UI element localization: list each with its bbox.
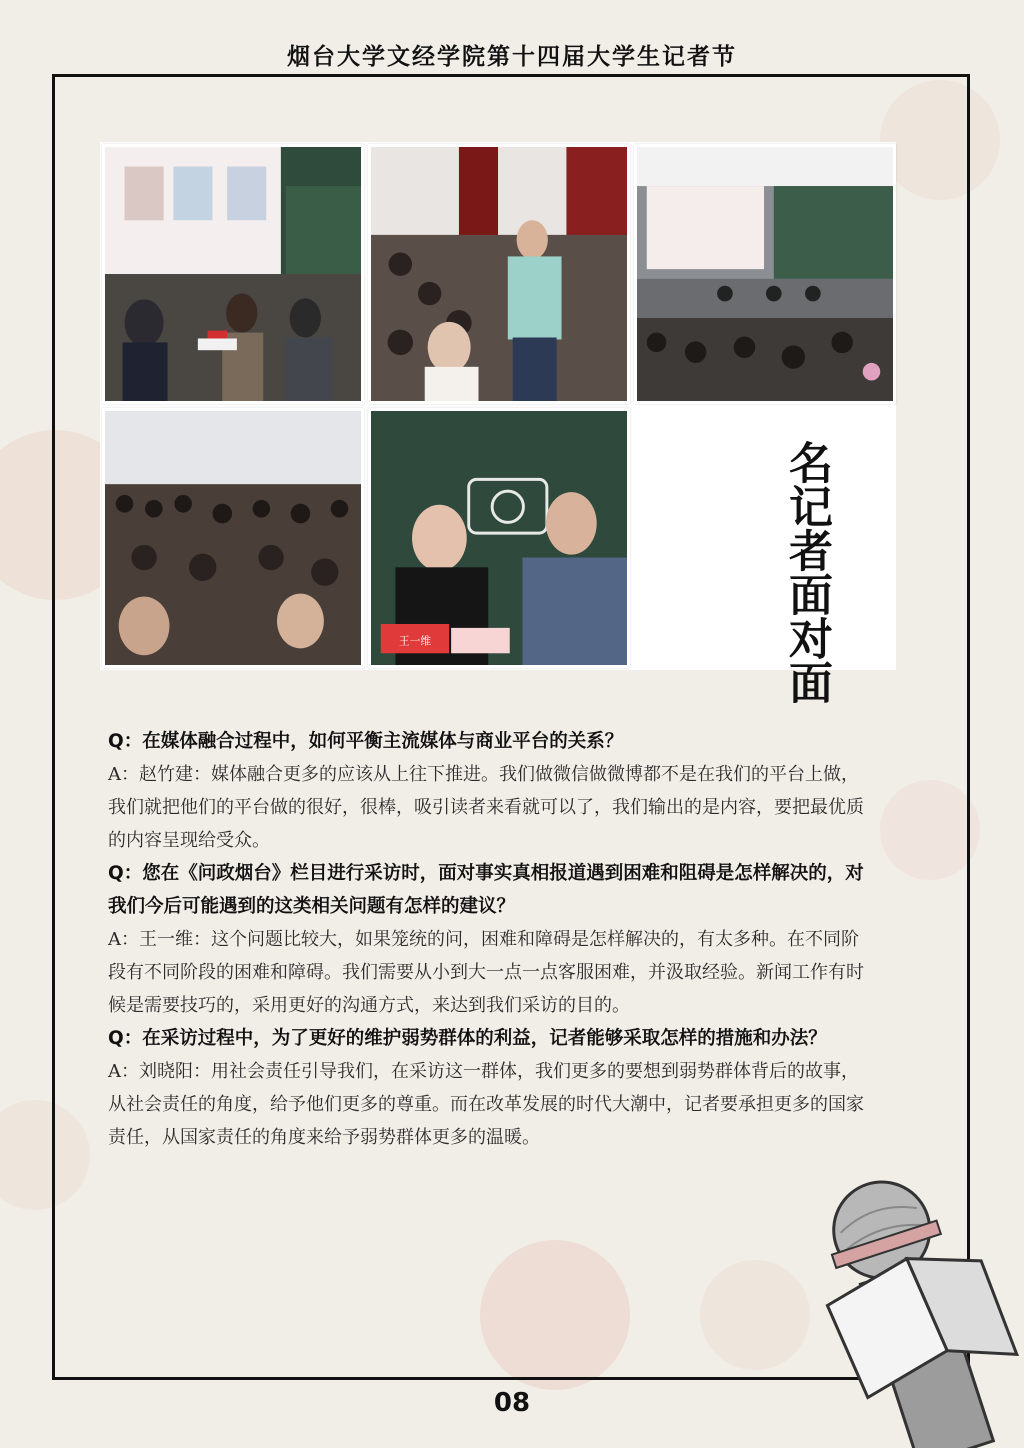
panel-stage-photo — [102, 144, 364, 404]
answer-2: A：王一维：这个问题比较大，如果笼统的问，困难和障碍是怎样解决的，有太多种。在不同阶段有不同阶段的困难和障碍。我们需要从小到大一点一点客服困难，并汲取经验。新闻工作有时候是需要技巧的，采用更好的沟通方式，来达到我们采访的目的。 — [108, 929, 864, 1016]
guests-closeup-photo — [368, 408, 630, 668]
answer-3: A：刘晓阳：用社会责任引导我们，在采访这一群体，我们更多的要想到弱势群体背后的故事，从社会责任的角度，给予他们更多的尊重。而在改革发展的时代大潮中，记者要承担更多的国家责任，从国家责任的角度来给予弱势群体更多的温暖。 — [108, 1061, 864, 1148]
auditorium-wide-photo — [634, 144, 896, 404]
question-1: Q：在媒体融合过程中，如何平衡主流媒体与商业平台的关系？ — [108, 731, 624, 752]
photo-collage — [100, 142, 896, 670]
crowd-audience-photo — [102, 408, 364, 668]
question-2: Q：您在《问政烟台》栏目进行采访时，面对事实真相报道遇到困难和阻碍是怎样解决的，对我们今后可能遇到的这类相关问题有怎样的建议？ — [108, 863, 864, 917]
page-header-title: 烟台大学文经学院第十四届大学生记者节 — [287, 44, 737, 70]
page-number: 08 — [493, 1388, 531, 1418]
question-3: Q：在采访过程中，为了更好的维护弱势群体的利益，记者能够采取怎样的措施和办法？ — [108, 1028, 827, 1049]
qa-section — [108, 725, 868, 1154]
nameplate-text: 王一维 — [398, 634, 432, 648]
side-title: 名记者面对面 — [781, 440, 832, 704]
audience-question-photo — [368, 144, 630, 404]
answer-1: A：赵竹建：媒体融合更多的应该从上往下推进。我们做微信做微博都不是在我们的平台上做，我们就把他们的平台做的很好，很棒，吸引读者来看就可以了，我们输出的是内容，要把最优质的内容呈现给受众。 — [108, 764, 864, 851]
